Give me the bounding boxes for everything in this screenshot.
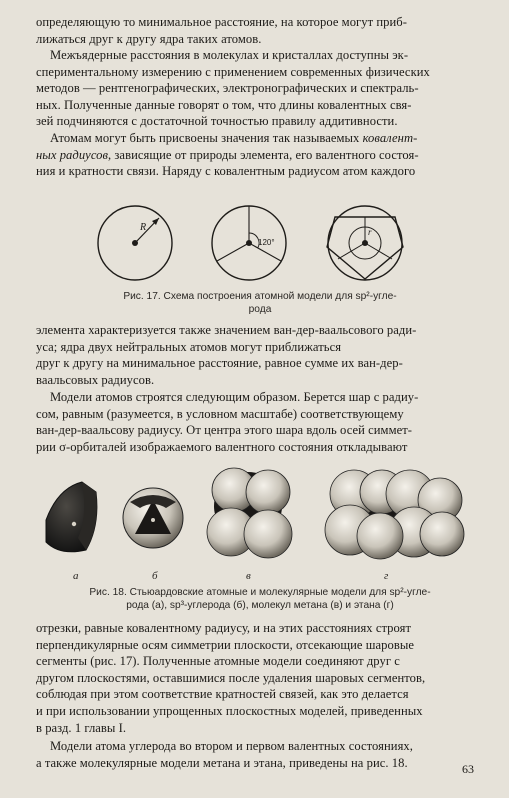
methane-model: [207, 468, 292, 558]
sp2-carbon-model: [46, 482, 97, 552]
circle-trigonal-diagram: [212, 206, 286, 280]
caption-line: Рис. 18. Стьюардовские атомные и молекулярные модели для sp²-углe-: [89, 587, 431, 598]
text-line: спериментальному измерению с применением современных физических: [36, 64, 430, 79]
text-line: [36, 130, 484, 147]
text-line: [36, 147, 484, 164]
text-line: элемента характеризуется также значением ван-дер-ваальсового ради-: [36, 323, 417, 337]
text-line: в разд. 1 главы I.: [36, 720, 127, 735]
text-line: ваальсовых радиусов.: [36, 372, 155, 387]
paragraph-model-construction: [36, 389, 484, 455]
text-run: , зависящие от природы элемента, его валентного состоя-: [108, 147, 419, 162]
paragraph-covalent-radii: [36, 130, 484, 180]
sp3-carbon-model: [123, 488, 183, 548]
text-line: перпендикулярные осям симметрии плоскости, отсекающие шаровые: [36, 637, 414, 652]
italic-term: ковалент-: [362, 131, 418, 145]
text-line: сегменты (рис. 17). Полученные атомные модели соединяют друг с: [36, 654, 400, 669]
page-number: 63: [462, 762, 474, 776]
figure-18-models: [38, 460, 468, 570]
text-line: рии σ-орбиталей изображаемого валентного состояния откладывают: [36, 439, 408, 454]
text-line: определяющую то минимальное расстояние, на которое могут приб-: [36, 15, 407, 29]
text-line: и при использовании упрощенных плоскостных моделей, приведенных: [36, 703, 423, 718]
figure-18-caption: [30, 587, 490, 612]
figure-17-caption: [30, 291, 490, 316]
text-line: ных. Полученные данные говорят о том, что длины ковалентных свя-: [36, 97, 412, 112]
text-line: уса; ядра двух нейтральных атомов могут приближаться: [36, 339, 342, 354]
subfigure-label-a: а: [73, 570, 79, 582]
text-line: зей подчиняются с достаточной точностью правилу аддитивности.: [36, 114, 398, 129]
text-line: Межъядерные расстояния в молекулах и кристаллах доступны эк-: [50, 48, 409, 62]
radius-label: R: [140, 222, 147, 233]
text-run: Атомам могут быть присвоены значения так называемых: [50, 131, 363, 145]
paragraph-models-carbon: [36, 738, 484, 771]
paragraph-segments: [36, 620, 484, 736]
caption-line: рода (а), sp³-углерода (б), молекул метана (в) и этана (г): [126, 599, 394, 611]
text-line: Модели атома углерода во втором и первом валентных состояниях,: [50, 739, 413, 753]
text-line: методов — рентгенографических, электронографических и спектраль-: [36, 81, 419, 96]
figure-17-diagrams: [85, 205, 415, 285]
paragraph-continuation: [36, 14, 484, 47]
paragraph-internuclear: [36, 47, 484, 130]
text-line: другом плоскостями, оставшимися после удаления шаровых сегментов,: [36, 670, 426, 685]
caption-line: Рис. 17. Схема построения атомной модели для sp²-углe-: [123, 291, 397, 302]
text-line: друг к другу на минимальное расстояние, равное сумме их ван-дер-: [36, 356, 403, 371]
text-line: а также молекулярные модели метана и этана, приведены на рис. 18.: [36, 755, 408, 770]
text-line: сом, равным (разумеется, в условном масштабе) соответствующему: [36, 406, 404, 421]
circle-cut-diagram: [327, 206, 403, 280]
angle-label: 120°: [258, 238, 275, 247]
text-line: ван-дер-ваальсову радиусу. От центра этого шара вдоль осей симмет-: [36, 423, 413, 438]
subfigure-label-c: в: [246, 570, 251, 582]
text-line: лижаться друг к другу ядра таких атомов.: [36, 31, 262, 46]
text-line: Модели атомов строятся следующим образом. Берется шар с радиу-: [50, 390, 419, 404]
subfigure-label-b: б: [152, 570, 158, 582]
paragraph-vdw-radius: [36, 322, 484, 388]
ethane-model: [325, 470, 464, 559]
circle-radius-diagram: [98, 206, 172, 280]
caption-line: рода: [248, 303, 272, 315]
text-line: отрезки, равные ковалентному радиусу, и на этих расстояниях строят: [36, 621, 412, 635]
italic-term: ных радиусов: [36, 147, 109, 162]
subfigure-label-d: г: [384, 570, 389, 582]
small-radius-label: r: [368, 227, 372, 237]
text-line: соблюдая при этом соответствие кратностей связей, как это делается: [36, 687, 409, 702]
text-line: ния и кратности связи. Наряду с ковалентным радиусом атом каждого: [36, 164, 416, 179]
